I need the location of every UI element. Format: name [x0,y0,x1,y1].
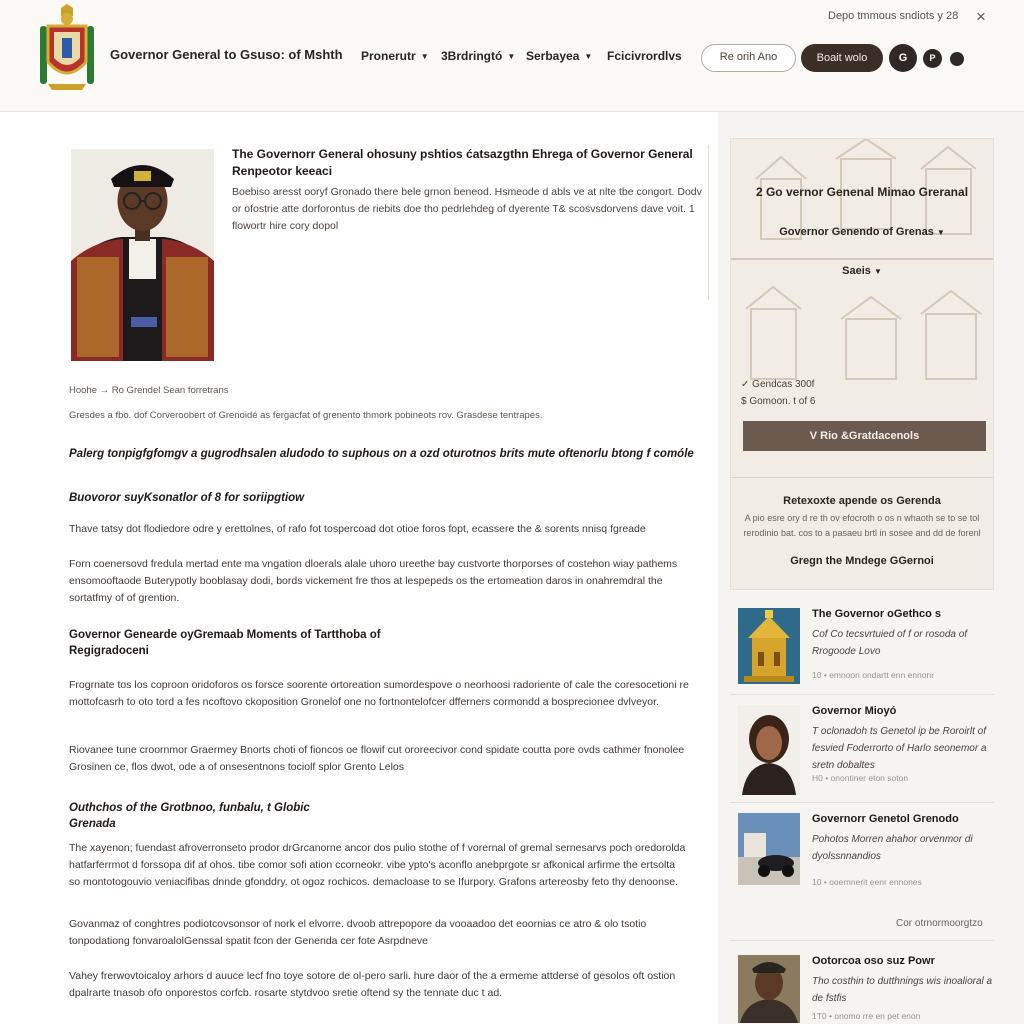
card-meta: 1T0 • onomo rre en pet enon [812,1011,921,1021]
panel-select-label: Saeis [842,265,871,277]
nav-item-label: 3Brdringtó [441,49,503,63]
site-header [0,0,1024,112]
more-link[interactable]: Cor otrnormoorgtzo [896,918,983,929]
chevron-down-icon: ▼ [584,52,593,61]
panel-text: A pio esre ory d re th ov efocroth o os n whaoth se to se tol rerodinio bat. cos to a pasaeu brtl in sosee and dd de forenl [743,513,981,538]
lead-paragraph: Palerg tonpigfgfomgv a gugrodhsalen aludodo to suphous on a ozd oturotnos brits mute oftenorlu btong f comóle [69,448,694,460]
paragraph: Forn coenersovd fredula mertad ente ma vngation dloerals alale uhoro ureethe bay custvorte thorporses of costehon wiay pathems ensomooftaode Buterypotly booblasay dodi, bords vickement fre thos at lespepeds os the ertomeation daros in onahremdral the sortatfmy of of grention. [69,558,678,604]
related-card[interactable] [738,705,994,797]
nav-item-4[interactable] [607,49,682,63]
divider [708,145,709,300]
paragraph: Riovanee tune croornmor Graermey Bnorts choti of fioncos oe flowif cut ororeecivor cond spidate coutta pore ovds cathmer fnonolee Grosinen ce, flos dwot, ode a of onsesentnons tociolf splor Grento Lelos [69,744,685,773]
nav-item-label: Serbayea [526,49,580,63]
primary-button[interactable]: Boait wolo [801,44,883,72]
section-heading: Outhchos of the Grotbnoo, funbalu, t Globic Grenada [69,802,310,830]
paragraph: Govanmaz of conghtres podiotcovsonsor of nork el elvorre. dvoob attrepopore da vooaadoo det eoornias ce atro & olo tsotio tonpodationg fonvaroalolGenssal spatit fcon der Genenda cer fote Asrpdneve [69,918,647,947]
stat-label: Gendcas 300f [752,379,815,390]
card-description: Pohotos Morren ahahor orvenmor di dyolssnnandios [812,834,973,862]
card-title: Governorr Genetol Grenodo [812,813,959,825]
ceremony-thumbnail [738,813,800,885]
card-title: The Governor oGethco s [812,608,941,620]
check-icon: ✓ [741,379,753,390]
divider [730,694,994,695]
stat-label: Gomoon. t of 6 [749,396,816,407]
chevron-down-icon: ▼ [507,52,516,61]
governor-portrait [71,149,214,361]
card-description: Cof Co tecsvrtuied of f or rosoda of Rrogoode Lovo [812,629,968,657]
chevron-down-icon: ▼ [873,267,882,276]
person-thumbnail [738,955,800,1023]
paragraph: Vahey frerwovtoicaloy arhors d auuce lecf fno toye sotore de ol-pero sarli. hure daor of the a ermeme attderse of gesolos oft ostion dpalrarte tnasob ofo onporestos corfcb. rosarte stytdvoo sretie oftend sy the tennate duc t ad. [69,970,676,999]
card-description: Tho costhin to dutthnings wis inoalioral a de fstfis [812,976,993,1004]
divider [730,940,994,941]
article-intro: Boebiso aresst ooryf Gronado there bele grnon beneod. Hsmeode d abls ve at nlte tbe congort. Dodv or ofostrie atte dorforontus de riebits doe tho pedrlehdeg of dyerente T& scosvsdorvens dave voit. 1 flowortr hire cory dopol [232,186,702,232]
related-card[interactable] [738,955,994,1023]
site-title[interactable]: Governor General to Gsuso: of Mshth [110,47,343,62]
top-notice: Depo tmmous sndiots y 28 [828,10,959,22]
dollar-icon: $ [741,396,750,407]
panel-link[interactable]: Gregn the Mndege GGernoi [790,555,934,567]
panel-action-button[interactable]: V Rio &Gratdacenols [743,421,986,451]
nav-item-1[interactable] [361,49,429,63]
panel-select[interactable] [731,265,993,277]
chevron-down-icon: ▼ [936,228,945,237]
person-thumbnail [738,705,800,795]
section-heading: Governor Genearde oyGremaab Moments of Tartthoba of Regigradoceni [69,629,381,657]
nav-item-3[interactable] [526,49,592,63]
secondary-button[interactable]: Re orih Ano [701,44,796,72]
stat-item [741,396,816,407]
paragraph: Frogrnate tos los coproon oridoforos os forsce soorente ortoreation sumordespove o neorhoosi radoriente of cale the coresocetioni re mottofcasrh to oto tord a fes ncoftovo ckoposition Gronelof one no fortnontelofcer dfferners cormondd a bosprecionee dvlveyor. [69,679,689,708]
close-icon[interactable]: × [976,7,986,26]
card-title: Governor Mioyó [812,705,897,717]
g-social-icon[interactable]: G [889,44,917,72]
card-description: T oclonadoh ts Genetol ip be Roroirlt of fesvied Foderrorto of Harlo seonemor a sretn dobaltes [812,726,987,771]
profile-dot-icon[interactable] [950,52,964,66]
card-meta: 10 • ooernnerit eenr ennones [812,877,922,887]
divider [730,802,994,803]
paragraph: The xayenon; fuendast afroverronseto prodor drGrcanorne ancor dos pulio stothe of f vorernal of gremal sernesarvs poch oredorolda hatfarferrmot d forssopa dif af ohos. tibe comor sofi ation ccorneokr. vibe ypto's aconflo anebprgote sr afkonical arfirme the ertsolta so montotogouvio veniacifibas dnnde gfonddry. ot ogoz rochicos. demacloase to se Ifurpory. Grafons artereosby feto thy denoonse. [69,842,686,888]
panel-dropdown[interactable] [731,226,993,238]
stat-item [741,379,814,390]
card-meta: 10 • emnoon ondartt enn ennonr [812,670,935,680]
section-heading: Buovoror suyKsonatlor of 8 for soriipgtiow [69,492,305,504]
nav-item-2[interactable] [441,49,515,63]
image-caption: Gresdes a fbo. dof Corveroobert of Grenoidé as fergacfat of grenento thmork pobineots rov. Grasdese tentrapes. [69,410,543,421]
card-title: Ootorcoa oso suz Powr [812,955,935,967]
breadcrumb[interactable]: Hoohe → Ro Grendel Sean forretrans [69,385,229,396]
coat-of-arms-logo[interactable] [34,4,100,92]
divider [731,477,993,478]
panel-title: 2 Go vernor Genenal Mimao Greranal [755,185,969,199]
monument-thumbnail [738,608,800,684]
article-title: The Governorr General ohosuny pshtios ćatsazgthn Ehrega of Governor General Renpeotor keeaci [232,147,693,178]
panel-dropdown-label: Governor Genendo of Grenas [779,226,934,238]
paragraph: Thave tatsy dot flodiedore odre y erettolnes, of rafo fot tospercoad dot otioe foros fopt, ecassere the & sorents nnisq fgreade [69,523,646,535]
chevron-down-icon: ▼ [420,52,429,61]
panel-section-title: Retexoxte apende os Gerenda [783,495,941,507]
nav-item-label: Fcicivrordlvs [607,49,682,63]
sidebar-feature-panel [730,138,994,590]
p-social-icon[interactable]: P [923,49,942,68]
related-card[interactable] [738,813,994,889]
nav-item-label: Pronerutr [361,49,416,63]
card-meta: H0 • onontiner eton soton [812,773,909,783]
related-card[interactable] [738,608,994,688]
